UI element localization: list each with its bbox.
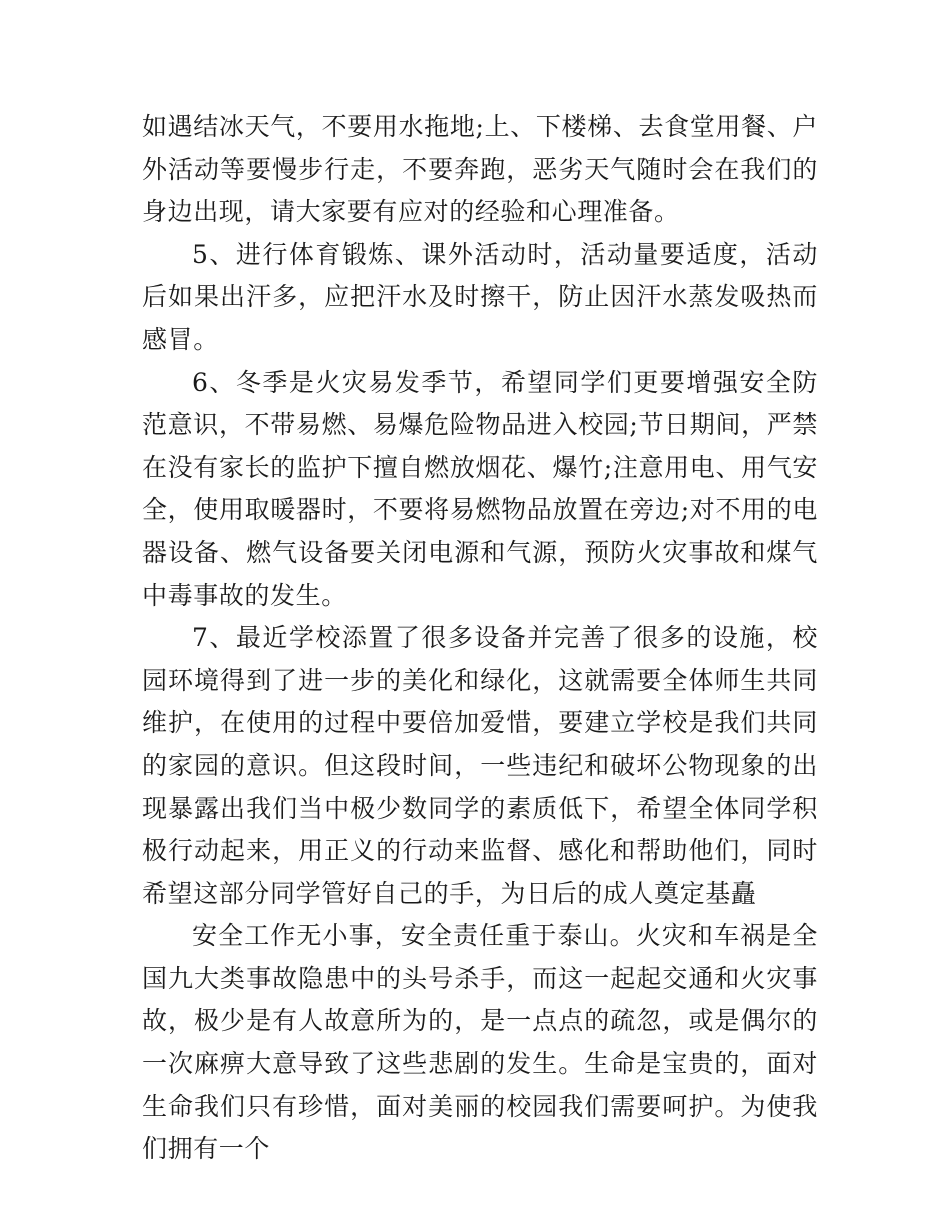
document-body: [142, 106, 818, 1171]
paragraph-2: 5、进行体育锻炼、课外活动时，活动量要适度，活动后如果出汗多，应把汗水及时擦干，防止因汗水蒸发吸热而感冒。: [142, 239, 818, 354]
paragraph-1: 如遇结冰天气，不要用水拖地;上、下楼梯、去食堂用餐、户外活动等要慢步行走，不要奔跑，恶劣天气随时会在我们的身边出现，请大家要有应对的经验和心理准备。: [142, 112, 818, 227]
paragraph-4: 7、最近学校添置了很多设备并完善了很多的设施，校园环境得到了进一步的美化和绿化，这就需要全体师生共同维护，在使用的过程中要倍加爱惜，要建立学校是我们共同的家园的意识。但这段时间，一些违纪和破坏公物现象的出现暴露出我们当中极少数同学的素质低下，希望全体同学积极行动起来，用正义的行动来监督、感化和帮助他们，同时希望这部分同学管好自己的手，为日后的成人奠定基矗: [142, 623, 818, 908]
paragraph-5: 安全工作无小事，安全责任重于泰山。火灾和车祸是全国九大类事故隐患中的头号杀手，而这一起起交通和火灾事故，极少是有人故意所为的，是一点点的疏忽，或是偶尔的一次麻痹大意导致了这些悲剧的发生。生命是宝贵的，面对生命我们只有珍惜，面对美丽的校园我们需要呵护。为使我们拥有一个: [142, 921, 818, 1164]
paragraph-3: 6、冬季是火灾易发季节，希望同学们更要增强安全防范意识，不带易燃、易爆危险物品进入校园;节日期间，严禁在没有家长的监护下擅自燃放烟花、爆竹;注意用电、用气安全，使用取暖器时，不要将易燃物品放置在旁边;对不用的电器设备、燃气设备要关闭电源和气源，预防火灾事故和煤气中毒事故的发生。: [142, 367, 818, 610]
